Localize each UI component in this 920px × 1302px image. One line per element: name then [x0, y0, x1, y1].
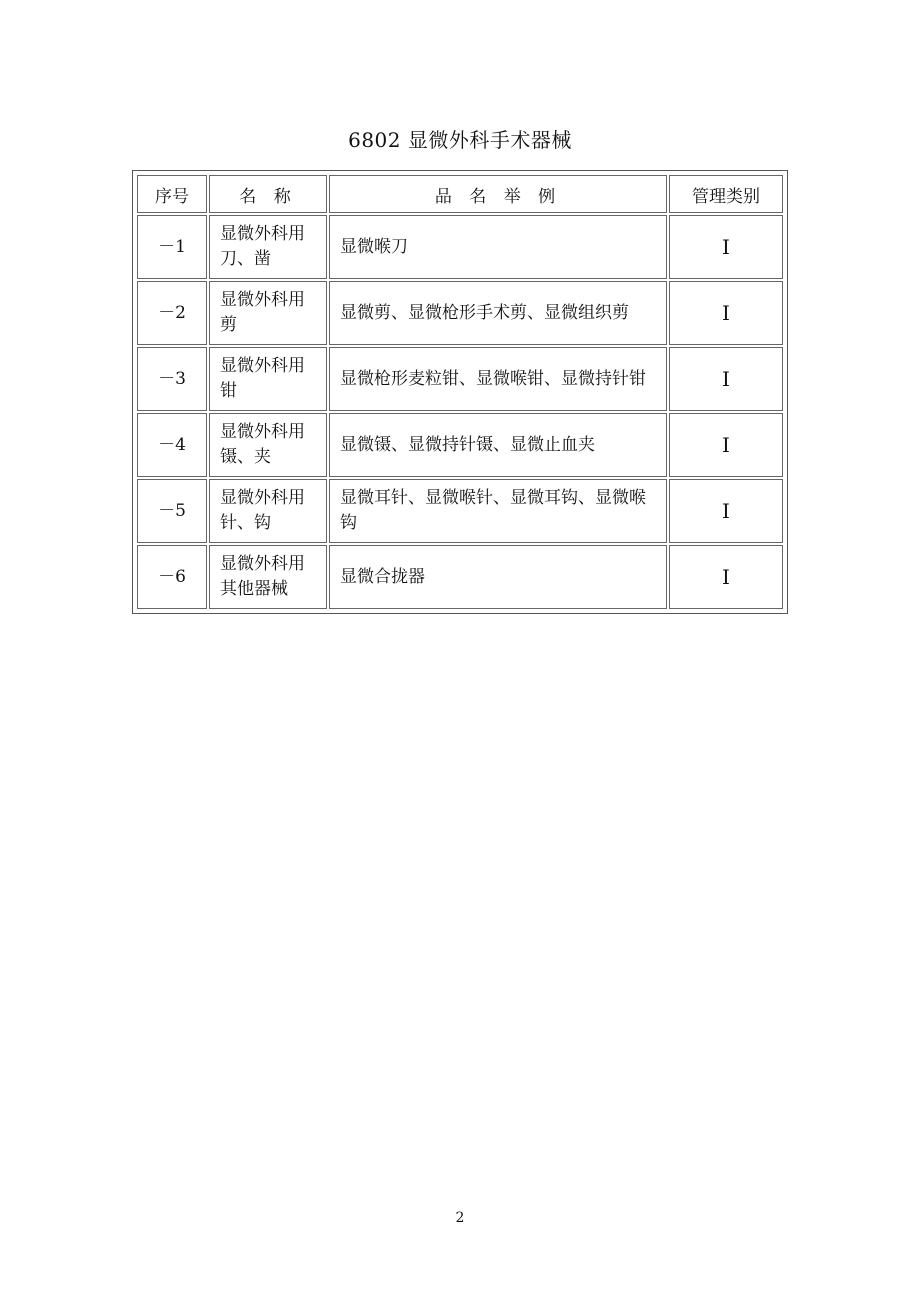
row-name: 显微外科用刀、凿	[209, 215, 327, 279]
row-name: 显微外科用针、钩	[209, 479, 327, 543]
row-class: I	[669, 347, 783, 411]
row-seq: －5	[137, 479, 207, 543]
row-seq: －1	[137, 215, 207, 279]
table-row	[137, 281, 783, 345]
row-class: I	[669, 215, 783, 279]
row-name: 显微外科用钳	[209, 347, 327, 411]
table-row	[137, 545, 783, 609]
row-seq: －6	[137, 545, 207, 609]
row-class: I	[669, 413, 783, 477]
catalog-table	[135, 173, 785, 611]
row-examples: 显微剪、显微枪形手术剪、显微组织剪	[329, 281, 667, 345]
row-seq: －2	[137, 281, 207, 345]
row-class: I	[669, 479, 783, 543]
row-class: I	[669, 545, 783, 609]
row-seq: －3	[137, 347, 207, 411]
row-examples: 显微耳针、显微喉针、显微耳钩、显微喉钩	[329, 479, 667, 543]
table-row	[137, 413, 783, 477]
header-class: 管理类别	[669, 175, 783, 213]
table-row	[137, 215, 783, 279]
row-examples: 显微合拢器	[329, 545, 667, 609]
row-seq: －4	[137, 413, 207, 477]
page-title: 6802 显微外科手术器械	[348, 128, 572, 152]
table-row	[137, 347, 783, 411]
page-number: 2	[455, 1210, 465, 1226]
header-seq: 序号	[137, 175, 207, 213]
row-class: I	[669, 281, 783, 345]
row-examples: 显微镊、显微持针镊、显微止血夹	[329, 413, 667, 477]
row-examples: 显微枪形麦粒钳、显微喉钳、显微持针钳	[329, 347, 667, 411]
row-name: 显微外科用其他器械	[209, 545, 327, 609]
row-name: 显微外科用剪	[209, 281, 327, 345]
header-name: 名 称	[209, 175, 327, 213]
table-header-row	[137, 175, 783, 213]
header-examples: 品 名 举 例	[329, 175, 667, 213]
table-row	[137, 479, 783, 543]
row-name: 显微外科用镊、夹	[209, 413, 327, 477]
row-examples: 显微喉刀	[329, 215, 667, 279]
catalog-table-frame	[132, 170, 788, 614]
